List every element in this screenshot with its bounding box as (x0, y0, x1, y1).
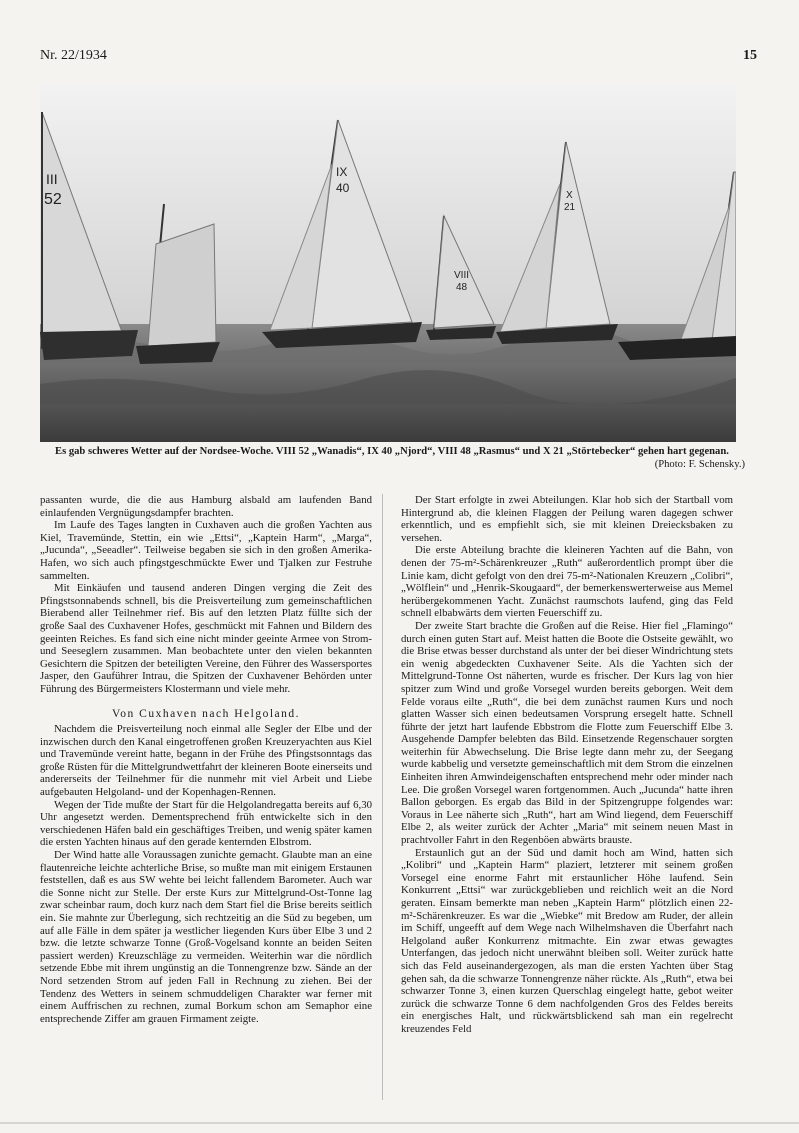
paragraph: Nachdem die Preisverteilung noch einmal alle Segler der Elbe und der inzwischen durch den Kanal eingetroffenen großen Kreuzeryachten aus Kiel und Travemünde vereint hatte, begann in der Frühe des Pfingstsonntags das große Rüsten für die Mittelgrundwettfahrt der kleineren Boote einerseits und andererseits der Teilnehmer für die nunmehr mit viel Arbeit und Liebe aufgebauten Helgoland- und der Kopenhagen-Rennen. (40, 723, 372, 799)
section-heading: Von Cuxhaven nach Helgoland. (111, 707, 301, 720)
paragraph: Mit Einkäufen und tausend anderen Dingen verging die Zeit des Pfingstsonnabends schnell, bis die Preisverteilung zum gemeinschaftlichen Bierabend aller Teilnehmer rief. Bis auf den letzten Platz füllte sich der große Saal des Cuxhavener Hofes, geschmückt mit Fahnen und Bildern des geeinten Reiches. Es fand sich eine nicht minder geeinte Armee von Strom- und Seeseglern zusammen. Man beobachtete unter den vielen bekannten Gesichtern die Spitzen der beteiligten Vereine, den Führer des Wassersportes Jasper, den Gauführer Intrau, die Spitzen der Cuxhavener Behörden unter Führung des Bürgermeisters Klostermann und viele mehr. (40, 582, 372, 695)
sailing-yachts-photo (40, 84, 736, 442)
issue-number: Nr. 22/1934 (40, 48, 107, 63)
photo-illustration (40, 84, 736, 442)
svg-text:IX: IX (336, 165, 348, 179)
svg-text:VIII: VIII (454, 270, 470, 281)
paragraph: Der zweite Start brachte die Großen auf die Reise. Hier fiel „Flamingo“ durch einen guten Start auf. Meist hatten die Boote die Ostseite gewählt, wo die Brise etwas besser durchstand als unter der bei dieser Windrichtung stets ein wenig abgedeckten Cuxhavener Seite. Als die Yachten sich der Mittelgrund-Tonne Ost näherten, wurde es frischer. Der Kurs lag von hier spitzer zum Wind und große Vorsegel wurden bereits geborgen. Weit dem Felde voraus eilte „Ruth“, die bei dem zunächst raumen Kurs und noch glatten Wasser sich einen bedeutsamen Vorsprung ersegelt hatte. Schnell führte der jetzt hart laufende Ebbstrom die Flotte zum Feuerschiff Elbe 3. Ausgehende Dampfer belebten das Bild. Einsetzende Regenschauer sorgten weiterhin für Abwechselung. Die Brise legte dann mehr zu, der Seegang wurde kabbelig und versetzte gemeinschaftlich mit dem Strom die einzelnen Einheiten ihren Amwindeigenschaften entsprechend mehr oder minder nach Lee. Die großen Vorsegel waren fortgenommen. Auch „Jucunda“ hatte ihren Ballon geborgen. Es ergab das Bild in der Spitzengruppe folgendes war: Voraus in Lee näherte sich „Ruth“, hart am Wind liegend, dem Feuerschiff Elbe 2, als weiter zurück der Achter „Maria“ mit seinem neuen Mast in prachtvoller Fahrt in den Regenböen abwärts brauste. (401, 619, 733, 847)
paragraph: Im Laufe des Tages langten in Cuxhaven auch die großen Yachten aus Kiel, Travemünde, Stettin, ein wie „Ettsi“, „Kaptein Harm“, „Marga“, „Jucunda“, „Seeadler“. Teilweise begaben sie sich in den großen Amerika-Hafen, wo sich auch pfingstgeschmückte Ewer und Tjalken zur Festruhe sammelten. (40, 519, 372, 582)
svg-text:40: 40 (336, 181, 350, 195)
paragraph: Der Wind hatte alle Voraussagen zunichte gemacht. Glaubte man an eine flautenreiche leichte achterliche Brise, so mußte man mit einigem Erstaunen feststellen, daß es aus SW wehte bei leicht fallendem Barometer. Auch war die Sonne nicht zur Stelle. Der erste Kurs zur Mittelgrund-Ost-Tonne lag zwar scheinbar raum, doch kurz nach dem Start fiel die Brise bereits seitlich ein. Sie mahnte zur Überlegung, sich rechtzeitig an die Süd zu begeben, um auf alle Fälle in dem später ja westlicher liegenden Kurs über Elbe 3 und 2 bzw. die letzte schwarze Tonne (Groß-Vogelsand konnte an beiden Seiten passiert werden) Kreuzschläge zu vermeiden. Weiterhin war die nördlich setzende Ebbe mit ihrem ungünstig an die Tonnengrenze bzw. Sände an der Nord setzenden Strom auf jeden Fall in Rechnung zu ziehen. Bei der Tendenz des Wetters in seinem schmuddeligen Charakter war ferner mit einem Auffrischen zu rechnen, zumal Borkum schon am Semaphor eine entsprechende Ziffer am grauen Firmament zeigte. (40, 849, 372, 1025)
column-divider (382, 494, 383, 1100)
svg-text:III: III (46, 171, 58, 187)
right-column (401, 494, 733, 1036)
paragraph: Der Start erfolgte in zwei Abteilungen. Klar hob sich der Startball vom Hintergrund ab, die kleinen Flaggen der Peilung waren dagegen schwer erkenntlich, und es empfiehlt sich, sie mit kleinen Dreiecksbaken zu versehen. (401, 494, 733, 544)
page-bottom-edge (0, 1122, 799, 1124)
svg-text:48: 48 (456, 282, 468, 293)
left-column (40, 494, 372, 1025)
paragraph: Die erste Abteilung brachte die kleineren Yachten auf die Bahn, von denen der 75-m²-Schärenkreuzer „Ruth“ außerordentlich prompt über die Linie kam, dicht gefolgt von den drei 75-m²-Nationalen Kreuzern „Colibri“, „Wölflein“ und „Henrik-Skougaard“, der bemerkenswerterweise aus Memel herübergekommenen Yacht. Zunächst raumschots laufend, ging das Feld schnell elbabwärts dem vierten Feuerschiff zu. (401, 544, 733, 620)
svg-text:21: 21 (564, 202, 576, 213)
caption-text: Es gab schweres Wetter auf der Nordsee-Woche. VIII 52 „Wanadis“, IX 40 „Njord“, VIII 48 „Rasmus“ und X 21 „Störtebecker“ gehen hart gegenan. (55, 446, 729, 457)
svg-text:52: 52 (44, 191, 62, 208)
svg-text:X: X (566, 190, 573, 201)
photo-caption (55, 446, 745, 471)
photo-credit: (Photo: F. Schensky.) (654, 458, 745, 470)
paragraph: Erstaunlich gut an der Süd und damit hoch am Wind, hatten sich „Kolibri“ und „Kaptein Harm“ plaziert, letzterer mit seinem großen Vorsegel eine enorme Fahrt mit erstaunlicher Höhe laufend. Sein Konkurrent „Ettsi“ war zurückgeblieben und reichlich weit an die Nord geraten. Einsam bemerkte man neben „Kaptein Harm“ plötzlich einen 22-m²-Schärenkreuzer. Es war die „Wiebke“ mit Bredow am Ruder, der allein im Schiff, ungeefft auf dem Wege nach Wilhelmshaven die Überfahrt nach Helgoland außer Konkurrenz mitmachte. Ein zwar etwas gewagtes Unterfangen, das jedoch nicht unerwähnt bleiben soll. Weiter zurück hatte sich das Feld auseinandergezogen, als man die ersten Yachten über Stag gehen sah, da die schwarze Tonnengrenze näher rückte. Als „Ruth“, etwa bei schwarzer Tonne 3, einen kurzen Querschlag eingelegt hatte, gebot weiter zurück die schwarze Tonne 6 dem nachfolgenden Gros des Feldes bereits ein energisches Halt, und rückwärtsblickend sah man ein regelrecht kreuzendes Feld (401, 846, 733, 1035)
paragraph: passanten wurde, die die aus Hamburg alsbald am laufenden Band einlaufenden Vergnügungsdampfer brachten. (40, 494, 372, 519)
paragraph: Wegen der Tide mußte der Start für die Helgolandregatta bereits auf 6,30 Uhr angesetzt werden. Dementsprechend früh entwickelte sich in den verschiedenen Häfen bald ein geschäftiges Treiben, und wenig später kamen die ersten Yachten hinaus auf den gerade kenternden Elbstrom. (40, 798, 372, 849)
page-header (40, 48, 757, 70)
page-number: 15 (743, 48, 757, 63)
